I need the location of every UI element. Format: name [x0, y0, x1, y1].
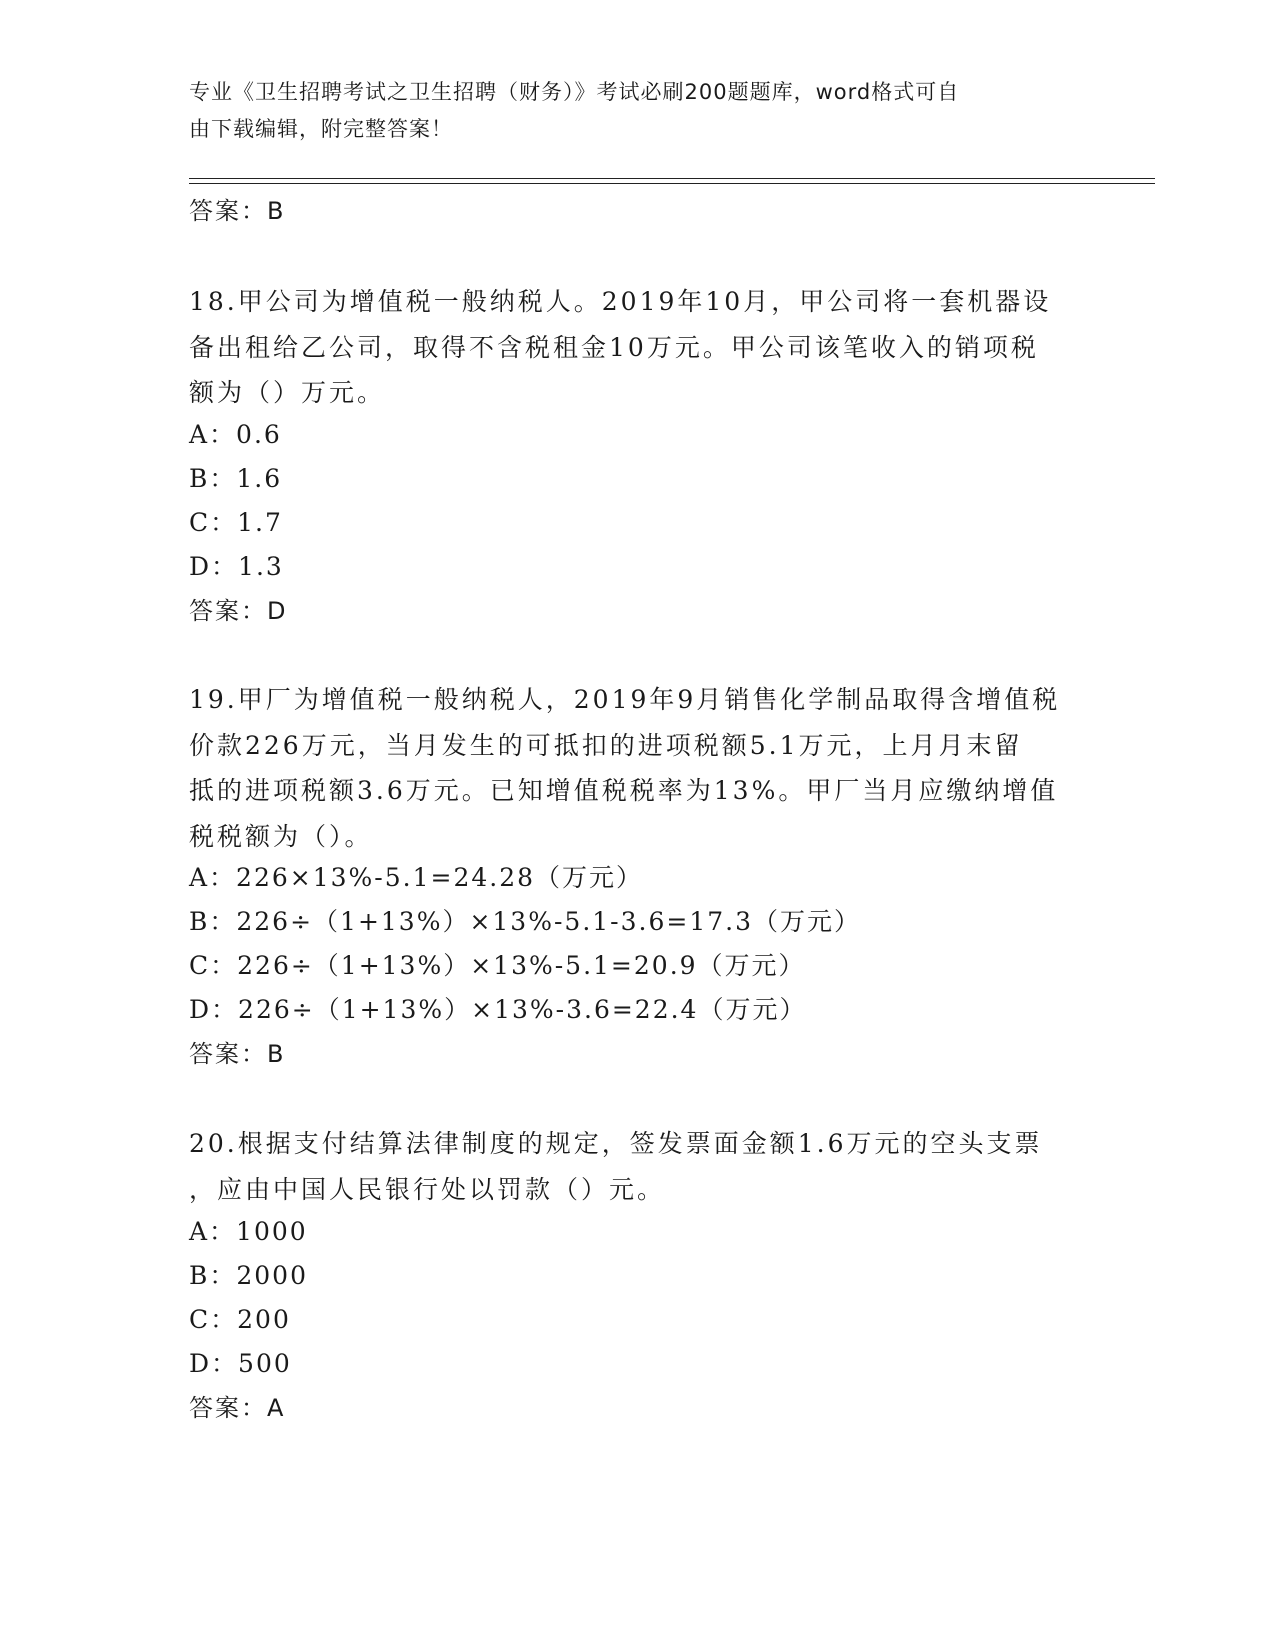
header-line: 由下载编辑，附完整答案！ [189, 117, 453, 141]
question-18-option-a: A：0.6 [189, 420, 282, 449]
question-20-answer: 答案：A [189, 1394, 286, 1422]
question-line: 价款226万元，当月发生的可抵扣的进项税额5.1万元，上月月末留 [189, 730, 1023, 760]
header-divider [189, 178, 1155, 179]
question-line: 18.甲公司为增值税一般纳税人。2019年10月，甲公司将一套机器设 [189, 287, 1052, 316]
question-line: ，应由中国人民银行处以罚款（）元。 [189, 1174, 666, 1204]
previous-answer: 答案：B [189, 197, 286, 225]
question-20-option-c: C：200 [189, 1305, 291, 1334]
question-18-option-d: D：1.3 [189, 552, 284, 581]
question-20-option-a: A：1000 [189, 1217, 308, 1246]
question-18-text [189, 279, 1089, 416]
question-line: 19.甲厂为增值税一般纳税人，2019年9月销售化学制品取得含增值税 [189, 685, 1061, 714]
question-20-text [189, 1121, 1089, 1212]
question-line: 税税额为（）。 [189, 821, 373, 851]
question-20-option-d: D：500 [189, 1349, 292, 1378]
document-header [189, 74, 1089, 148]
question-line: 额为（）万元。 [189, 378, 386, 407]
question-19-option-c: C：226÷（1+13%）×13%-5.1=20.9（万元） [189, 951, 806, 980]
question-line: 20.根据支付结算法律制度的规定，签发票面金额1.6万元的空头支票 [189, 1129, 1043, 1158]
question-line: 抵的进项税额3.6万元。已知增值税税率为13%。甲厂当月应缴纳增值 [189, 776, 1059, 805]
question-19-text [189, 677, 1089, 859]
question-20-option-b: B：2000 [189, 1261, 308, 1290]
question-19-option-a: A：226×13%-5.1=24.28（万元） [189, 863, 644, 892]
question-18-option-b: B：1.6 [189, 464, 283, 493]
header-line: 专业《卫生招聘考试之卫生招聘（财务）》考试必刷200题题库，word格式可自 [189, 80, 960, 104]
question-18-answer: 答案：D [189, 597, 288, 625]
question-19-answer: 答案：B [189, 1040, 286, 1068]
question-19-option-d: D：226÷（1+13%）×13%-3.6=22.4（万元） [189, 995, 807, 1024]
question-19-option-b: B：226÷（1+13%）×13%-5.1-3.6=17.3（万元） [189, 907, 861, 936]
question-line: 备出租给乙公司，取得不含税租金10万元。甲公司该笔收入的销项税 [189, 332, 1039, 362]
question-18-option-c: C：1.7 [189, 508, 283, 537]
header-divider [189, 183, 1155, 184]
